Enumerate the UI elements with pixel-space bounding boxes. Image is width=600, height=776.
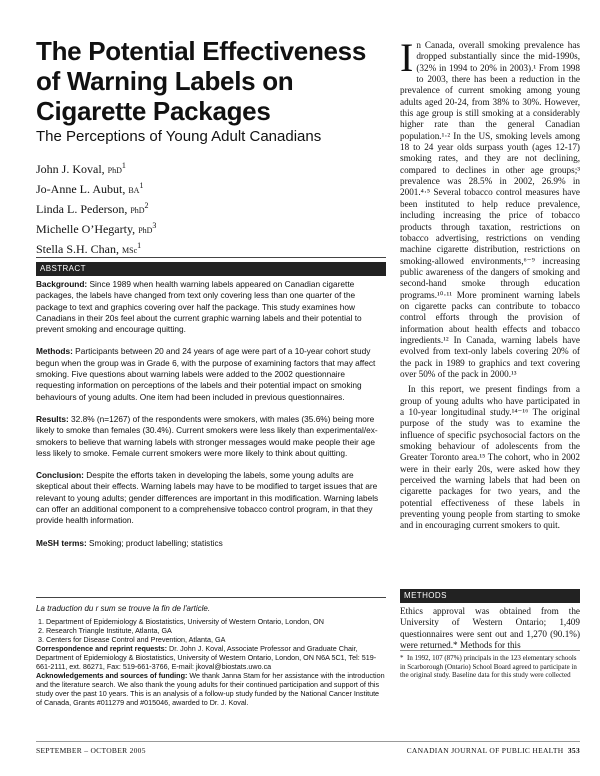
affiliation: 2. Research Triangle Institute, Atlanta, GA [38, 626, 172, 635]
note-rule [400, 650, 580, 651]
translation-note: La traduction du r sum se trouve la fin de l'article. [36, 604, 211, 613]
methods-footnote [400, 654, 580, 680]
author-line: Jo-Anne L. Aubut, $BA^1$ [36, 181, 144, 196]
abstract-mesh: MeSH terms: Smoking; product labelling; statistics [36, 537, 223, 548]
abstract-conclusion: Conclusion: Despite the efforts taken in developing the labels, some young adults are skeptical about their effects. Warning labels may have to be modified to target issues that are relevant to young adults; gender differences are important in this modification. Warning labels can offer an additional component to a comprehensive tobacco control program, in that they provide health information. [36, 470, 379, 526]
abstract-top-rule [36, 257, 386, 258]
footer-date: SEPTEMBER – OCTOBER 2005 [36, 746, 146, 755]
affiliation: 1. Department of Epidemiology & Biostatistics, University of Western Ontario, London, ON [38, 617, 324, 626]
author-line: Linda L. Pederson, PhD$^2$ [36, 201, 149, 216]
abstract-bottom-rule [36, 597, 386, 598]
abstract-methods: Methods: Participants between 20 and 24 years of age were part of a 10-year cohort study begun when the group was in Grade 6, with the purpose of examining factors that may affect smoking. Five questions about warning labels were added to the 2002 questionnaire requesting information on perceptions of the labels and their potential impact on smoking behaviours of young adults. One item had been included in previous questionnaires. [36, 346, 376, 402]
intro-paragraph-1: In Canada, overall smoking prevalence has dropped substantially since the mid-1990s, (32% in 1994 to 20% in 2003).¹ From 1998 to 2003, there has been a reduction in the prevalence of current smoking among young adults aged 20-24, from 38% to 30%. However, this age group is still smoking at a considerably higher rate than the general Canadian population.¹·² In the US, smoking levels among 18 to 24 year olds surpass youth (ages 12-17) smoking rates, and they are not declining, compared to declines in other age groups;³ prevalence was 28.5% in 2002, 26.9% in 2001.⁴·⁵ Several tobacco control measures have been instituted to help reduce prevalence, including increasing the price of tobacco products through taxation, restrictions on tobacco advertising, restrictions on vending machine cigarette distribution, restrictions on smoking-allowed environments,⁶⁻⁹ increasing public awareness of the dangers of smoking and second-hand smoke through education programs.¹⁰·¹¹ More prominent warning labels on cigarette packs can contribute to tobacco control efforts through the provision of information about health effects and tobacco ingredients.¹² In Canada, warning labels have evolved from text-only labels covering 20% of the pack in 1989 to graphics and text covering over 50% of the pack in 2000.¹³ [400, 35, 580, 379]
author-line: Michelle O’Hegarty, PhD$^3$ [36, 221, 157, 236]
footnote-mark: * [400, 654, 404, 662]
author-list [36, 158, 236, 258]
footer-journal [407, 746, 580, 755]
author-line: Stella S.H. Chan, MSc$^1$ [36, 241, 142, 256]
abstract-body [36, 279, 386, 560]
intro-column [400, 35, 580, 536]
correspondence: Correspondence and reprint requests: Dr. John J. Koval, Associate Professor and Graduate Chair, Department of Epidemiology & Biostatistics, University of Western Ontario, London, ON N6A 5C1, Tel: 519-661-2111, ext. 86271, Fax: 519-661-3766, E-mail: jkoval@biostats.uwo.ca [36, 644, 377, 671]
methods-paragraph: Ethics approval was obtained from the University of Western Ontario; 1,409 questionnaires were sent out and 1,270 (90.1%) were returned.* Methods for this [400, 606, 580, 651]
article-title: The Potential Effectiveness of Warning Labels on Cigarette Packages [36, 36, 367, 126]
footnote-text: In 1992, 107 (87%) principals in the 123 elementary schools in Scarborough (Ontario) School Board agreed to participate in the original study. Baseline data for this study were collected [400, 654, 577, 680]
author-line: John J. Koval, PhD$^1$ [36, 161, 126, 176]
abstract-heading: ABSTRACT [36, 262, 386, 276]
article-subtitle: The Perceptions of Young Adult Canadians [36, 128, 322, 145]
intro-paragraph-2: In this report, we present findings from a group of young adults who have participated in a 10-year longitudinal study.¹⁴⁻¹⁶ The original purpose of the study was to examine the influence of specific psychosocial factors on the smoking behaviour of adolescents from the Greater Toronto area.¹⁵ The cohort, who in 2002 were in their early 20s, were asked how they perceived the warning labels that had been on cigarette packages for two years, and the potential effectiveness of these labels in preventing young people from starting to smoke and in encouraging current smokers to quit. [400, 384, 580, 531]
footer-rule [36, 741, 580, 742]
acknowledgements: Acknowledgements and sources of funding: We thank Janna Stam for her assistance with the introduction and the literature search. We also thank the young adults for their continued participation and support of this study over the past 10 years. This is an analysis of a follow-up study funded by the National Cancer Institute of Canada, Grants #011279 and #015046, awarded to Dr. J. Koval. [36, 671, 385, 707]
footnotes [36, 604, 386, 707]
methods-heading: METHODS [400, 589, 580, 603]
drop-cap: I [400, 35, 414, 80]
affiliation: 3. Centers for Disease Control and Prevention, Atlanta, GA [38, 635, 226, 644]
page-number: 353 [567, 746, 580, 755]
abstract-background: Background: Since 1989 when health warning labels appeared on Canadian cigarette packages, the labels have changed from text only covering less than one quarter of the package to text and graphics covering over half the package. This study examines how Canadians in their 20s feel about the current graphic warning labels and their potential to prevent smoking and encourage quitting. [36, 279, 362, 335]
abstract-results: Results: 32.8% (n=1267) of the respondents were smokers, with males (35.6%) being more likely to smoke than females (30.4%). Current smokers were less likely than experimental/ex-smokers to believe that warning labels with stronger messages would make people their age less likely to smoke. Female current smokers were more likely to think about quitting. [36, 413, 378, 458]
journal-name: CANADIAN JOURNAL OF PUBLIC HEALTH [406, 746, 564, 755]
